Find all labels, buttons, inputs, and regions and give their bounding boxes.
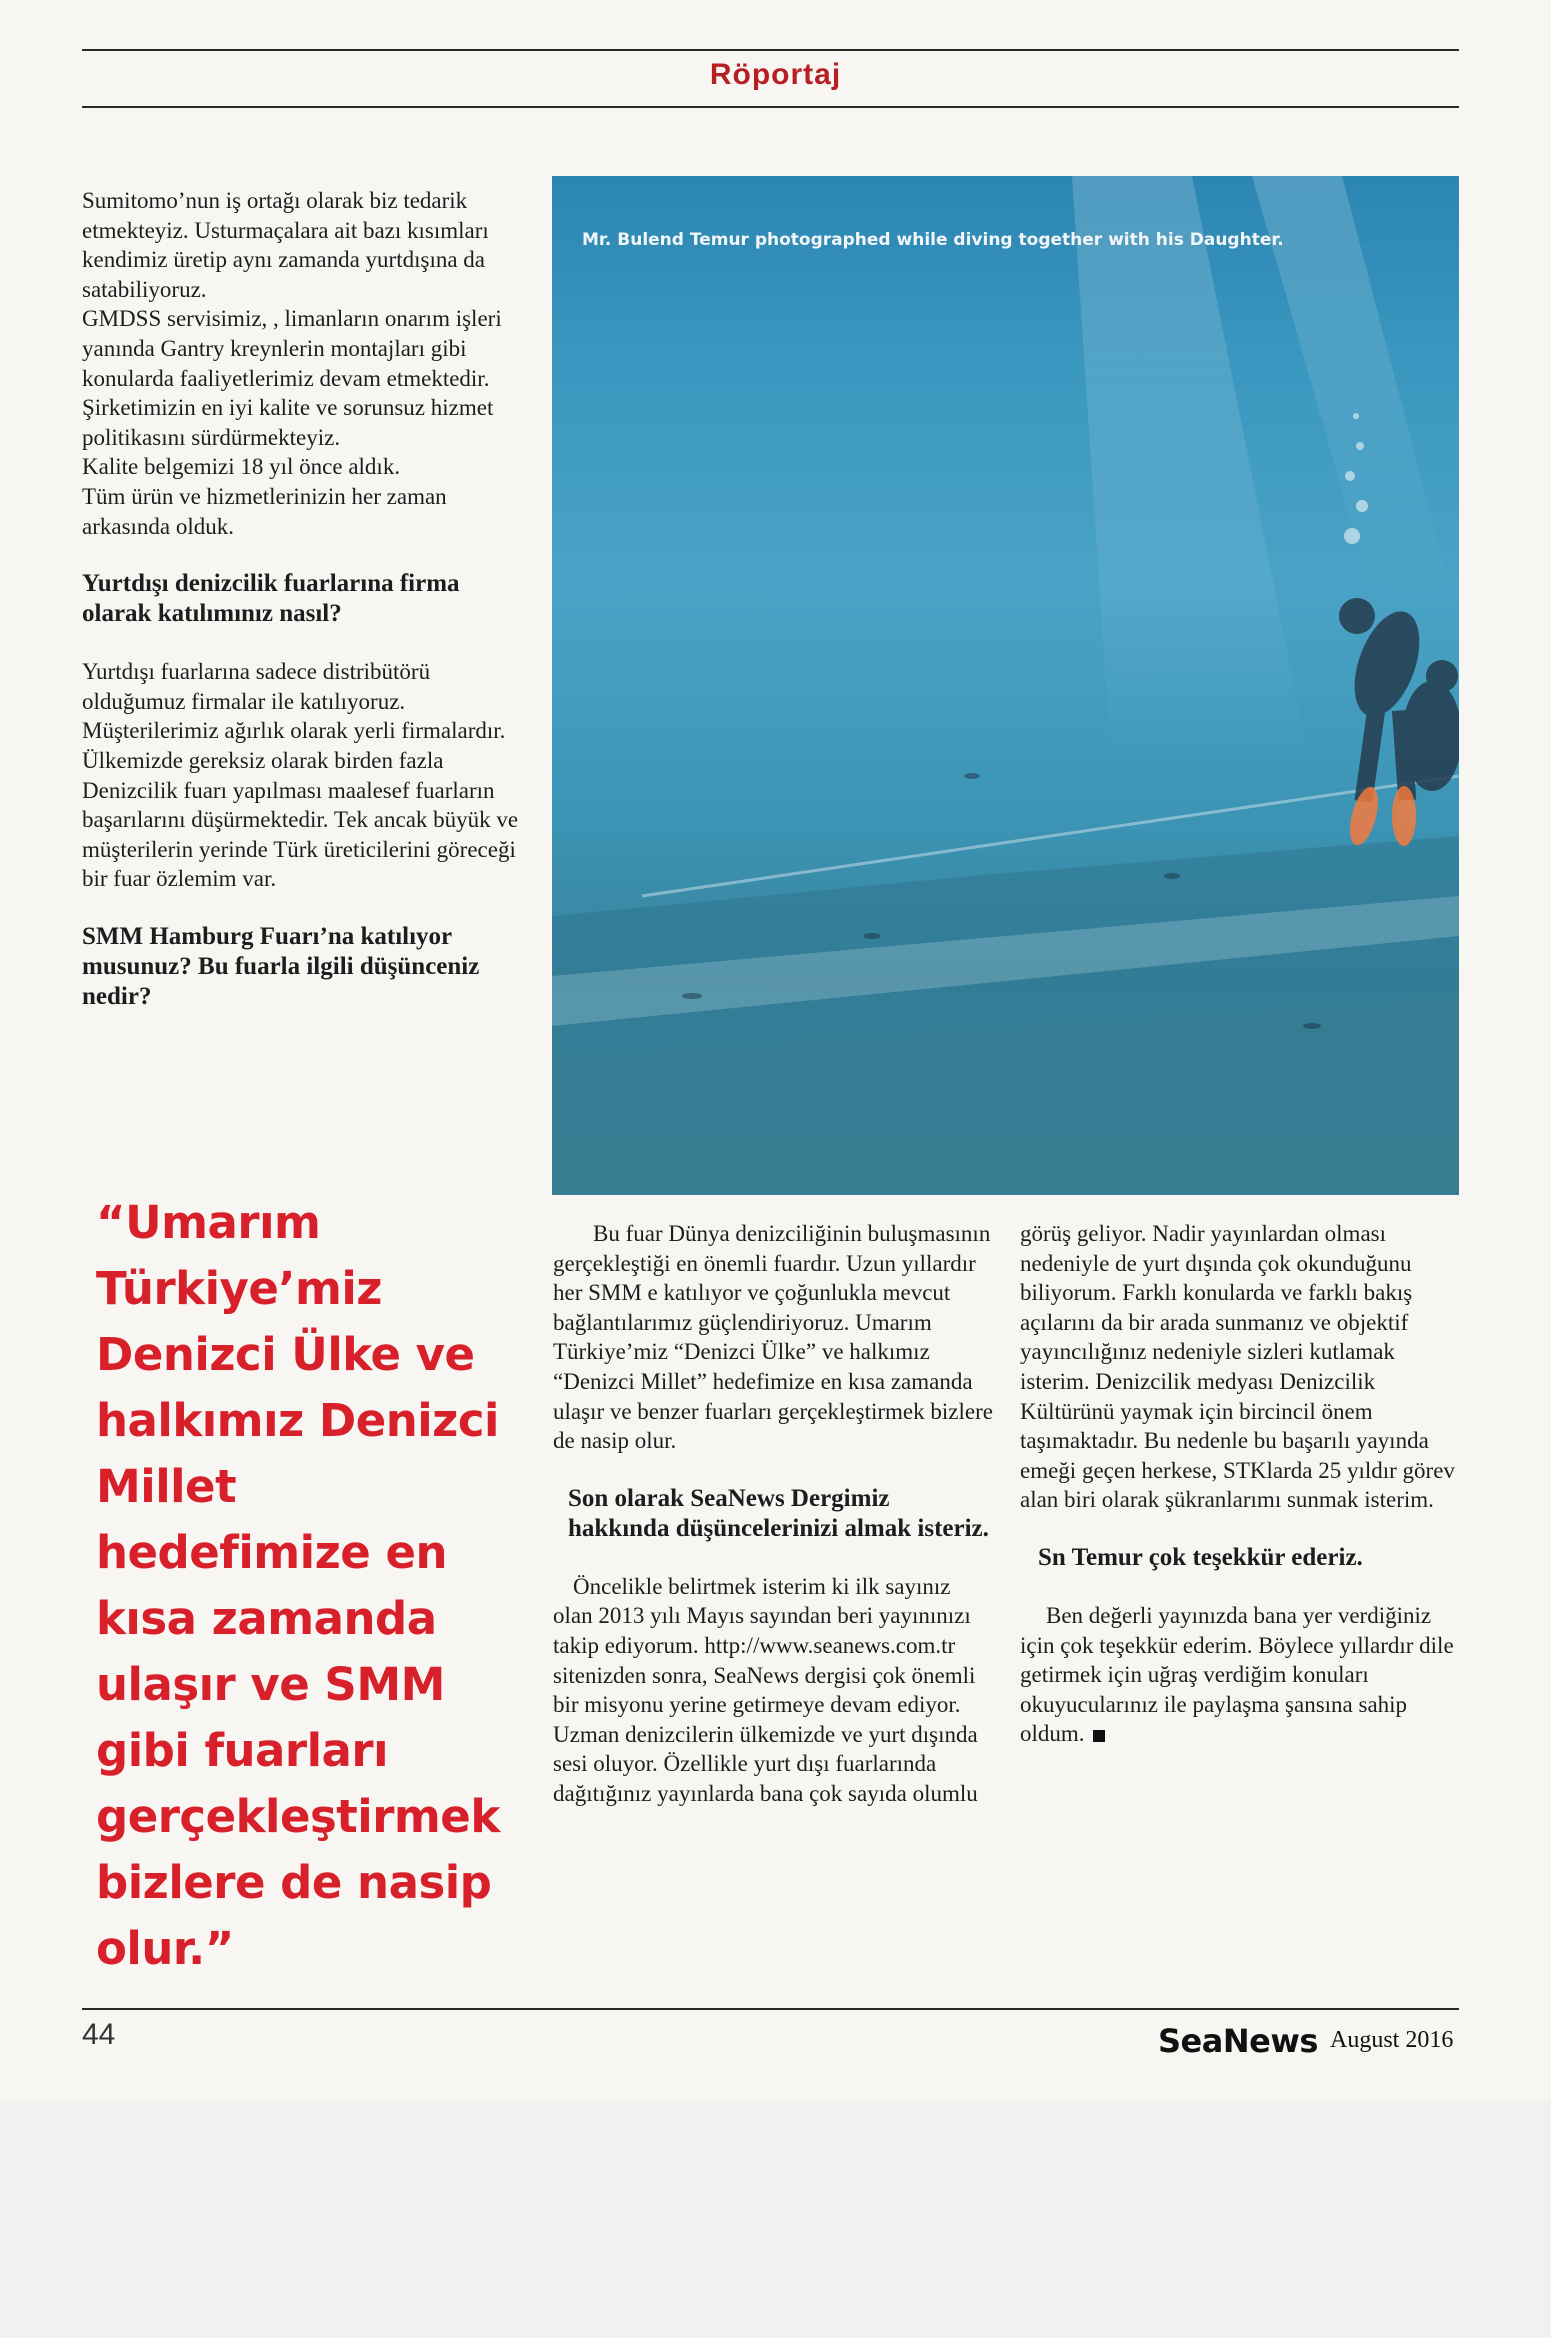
col2-paragraph: Bu fuar Dünya denizciliğinin buluşmasının gerçekleştiği en önemli fuardır. Uzun yıllardır her SMM e katılıyor ve çoğunlukla mevcut bağlantılarımız güçlendiriyoruz. Umarım Türkiye’miz “Denizci Ülke” ve halkımız “Denizci Millet” hedefimize en kısa zamanda ulaşır ve benzer fuarları gerçekleştirmek bizlere de nasip olur. xyxy=(553,1221,993,1454)
column-3 xyxy=(1020,1219,1460,1749)
column-2 xyxy=(553,1219,993,1809)
page-margin xyxy=(0,2100,1551,2338)
col2-paragraph: Öncelikle belirtmek isterim ki ilk sayınız olan 2013 yılı Mayıs sayından beri yayınınızı takip ediyorum. http://www.seanews.com.tr sitenizden sonra, SeaNews dergisi çok önemli bir misyonu yerine getirmeye devam ediyor. Uzman denizcilerin ülkemizde ve yurt dışında sesi oluyor. Özellikle yurt dışı fuarlarında dağıtığınız yayınlarda bana çok sayıda olumlu xyxy=(553,1573,978,1806)
issue-date: August 2016 xyxy=(1330,2027,1454,2053)
diving-scene-graphic xyxy=(552,176,1459,1195)
interview-question: Yurtdışı denizcilik fuarlarına firma olarak katılımınız nasıl? xyxy=(82,570,460,628)
col1-paragraph: Sumitomo’nun iş ortağı olarak biz tedarik etmekteyiz. Usturmaçalara ait bazı kısımları kendimiz üretip aynı zamanda yurtdışına da satabiliyoruz. xyxy=(82,188,489,302)
col1-paragraph: Müşterilerimiz ağırlık olarak yerli firmalardır. xyxy=(82,718,506,744)
interview-question: Sn Temur çok teşekkür ederiz. xyxy=(1038,1543,1363,1571)
interview-question: Son olarak SeaNews Dergimiz hakkında düşüncelerinizi almak isteriz. xyxy=(568,1484,989,1542)
page-number: 44 xyxy=(82,2018,116,2051)
col1-paragraph: Şirketimizin en iyi kalite ve sorunsuz hizmet politikasını sürdürmekteyiz. xyxy=(82,395,494,450)
top-rule xyxy=(82,49,1459,51)
closing-paragraph: Ben değerli yayınızda bana yer verdiğiniz için çok teşekkür ederim. Böylece yıllardır dile getirmek için uğraş verdiğim konuları okuyucularınız ile paylaşma şansına sahip oldum. xyxy=(1020,1602,1454,1747)
col3-paragraph xyxy=(1020,1601,1460,1749)
pull-quote: “Umarım Türkiye’miz Denizci Ülke ve halkımız Denizci Millet hedefimize en kısa zamanda ulaşır ve SMM gibi fuarları gerçekleştirmek bizlere de nasip olur.” xyxy=(96,1196,500,1975)
col1-paragraph: Yurtdışı fuarlarına sadece distribütörü olduğumuz firmalar ile katılıyoruz. xyxy=(82,659,431,714)
magazine-logo: SeaNews xyxy=(1158,2022,1318,2060)
col3-paragraph: görüş geliyor. Nadir yayınlardan olması nedeniyle de yurt dışında çok okunduğunu biliyorum. Farklı konularda ve farklı bakış açılarını da bir arada sunmanız ve objektif yayıncılığınız nedeniyle sizleri kutlamak isterim. Denizcilik medyası Denizcilik Kültürünü yaymak için bircincil önem taşımaktadır. Bu nedenle bu başarılı yayında emeği geçen herkese, STKlarda 25 yıldır görev alan biri olarak şükranlarımı sunmak isterim. xyxy=(1020,1221,1455,1513)
diving-photo xyxy=(552,176,1459,1195)
photo-caption: Mr. Bulend Temur photographed while diving together with his Daughter. xyxy=(582,230,1284,250)
col1-paragraph: GMDSS servisimiz, , limanların onarım işleri yanında Gantry kreynlerin montajları gibi konularda faaliyetlerimiz devam etmektedir. xyxy=(82,306,502,391)
section-title: Röportaj xyxy=(709,58,842,91)
header-rule xyxy=(82,106,1459,108)
end-mark xyxy=(1093,1730,1105,1742)
column-1 xyxy=(82,186,522,1040)
interview-question: SMM Hamburg Fuarı’na katılıyor musunuz? Bu fuarla ilgili düşünceniz nedir? xyxy=(82,922,480,1010)
col1-paragraph: Ülkemizde gereksiz olarak birden fazla Denizcilik fuarı yapılması maalesef fuarların başarılarını düşürmektedir. Tek ancak büyük ve müşterilerin yerinde Türk üreticilerini göreceği bir fuar özlemim var. xyxy=(82,747,519,892)
footer-rule xyxy=(82,2008,1459,2010)
col1-paragraph: Kalite belgemizi 18 yıl önce aldık. xyxy=(82,454,401,480)
col1-paragraph: Tüm ürün ve hizmetlerinizin her zaman arkasında olduk. xyxy=(82,483,447,539)
